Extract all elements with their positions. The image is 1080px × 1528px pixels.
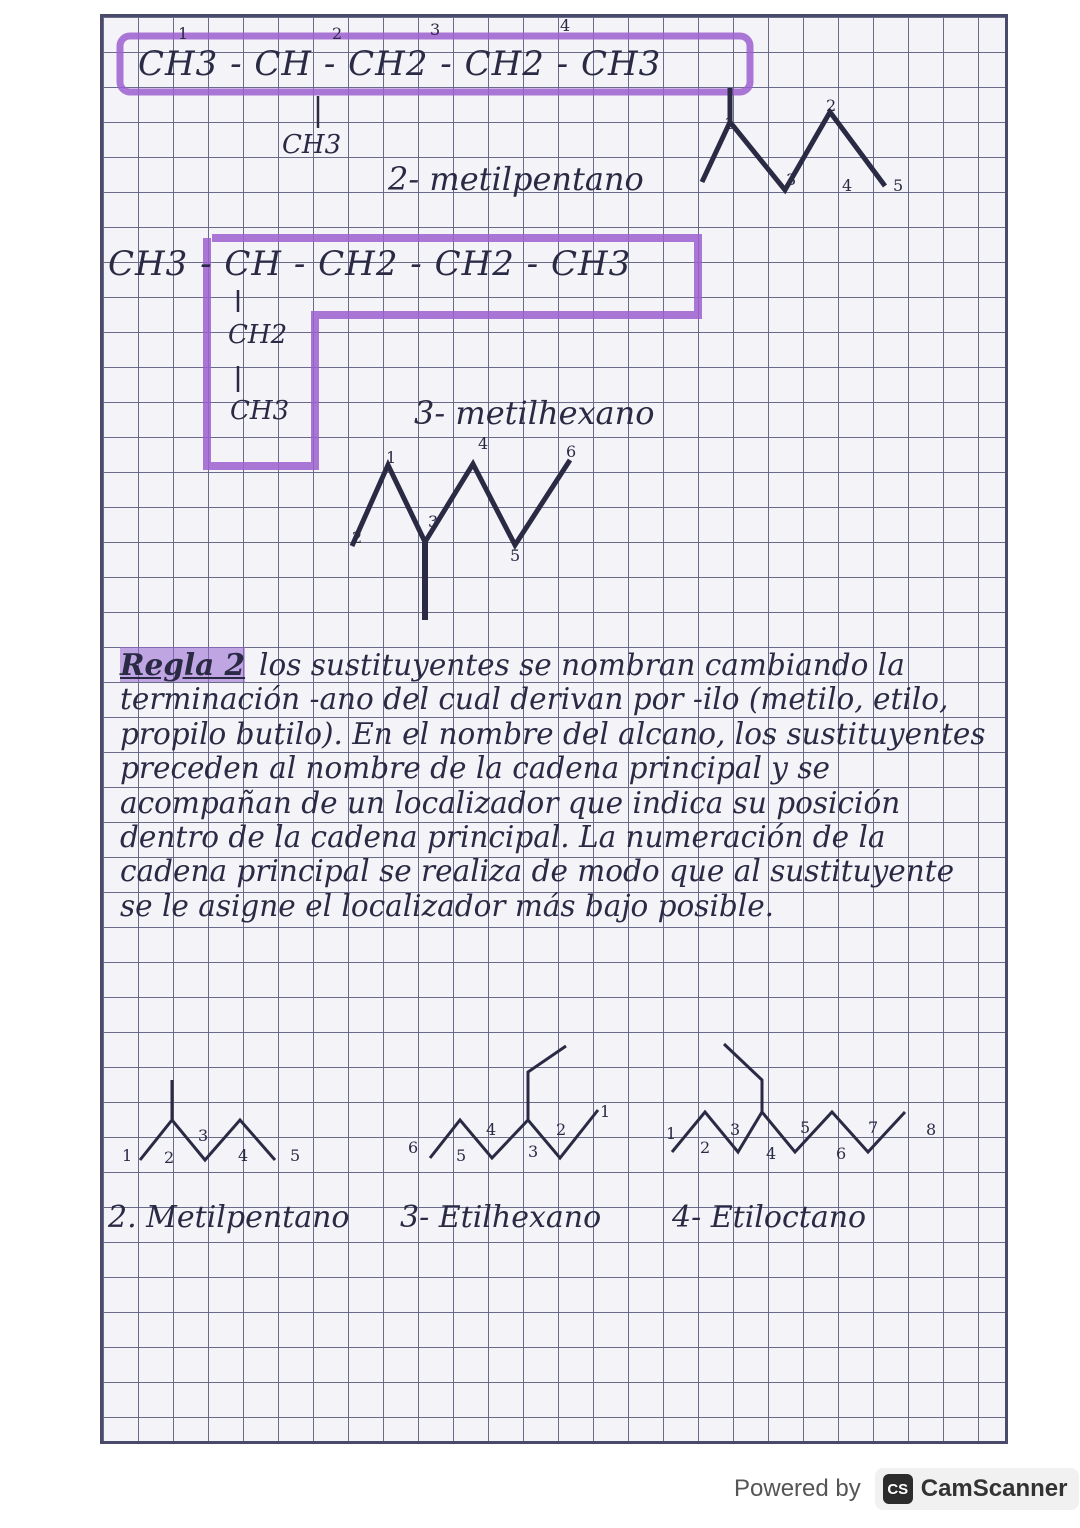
- locant-2: 2: [332, 24, 343, 43]
- powered-by-text: Powered by: [734, 1475, 861, 1502]
- camscanner-badge: [875, 1468, 1080, 1510]
- skel2-num-6: 6: [566, 442, 577, 461]
- b3-num-6: 6: [836, 1144, 847, 1163]
- formula-2: CH3 - CH - CH2 - CH2 - CH3: [108, 244, 632, 284]
- skel2-num-4: 4: [478, 434, 489, 453]
- b3-num-7: 7: [868, 1118, 879, 1137]
- b1-num-4: 4: [238, 1146, 249, 1165]
- b3-num-2: 2: [700, 1138, 711, 1157]
- rule-paragraph: [120, 648, 990, 923]
- skel2-num-2: 2: [352, 528, 363, 547]
- b2-num-6: 6: [408, 1138, 419, 1157]
- locant-4: 4: [560, 16, 571, 35]
- b2-num-4: 4: [486, 1120, 497, 1139]
- branch-2a: CH2: [228, 320, 288, 350]
- b2-num-5: 5: [456, 1146, 467, 1165]
- locant-1: 1: [178, 24, 189, 43]
- skel1-num-2: 2: [826, 96, 837, 115]
- skel2-num-3: 3: [428, 512, 439, 531]
- rule-title: Regla 2: [120, 647, 246, 682]
- camscanner-logo-icon: CS: [883, 1474, 913, 1504]
- scanner-footer: [734, 1466, 1079, 1512]
- skeleton-bottom-2-branch: [528, 1046, 566, 1120]
- skel1-num-5: 5: [893, 176, 904, 195]
- bottom-name-3: 4- Etiloctano: [672, 1200, 867, 1235]
- skel1-num-1: 1: [724, 114, 735, 133]
- branch-1: CH3: [282, 130, 342, 160]
- camscanner-brand: CamScanner: [920, 1475, 1068, 1502]
- rule-text: los sustituyentes se nombran cambiando la terminación -ano del cual derivan por -ilo (metilo, etilo, propilo butilo). En el nombre del alcano, los sustituyentes preceden al nombre de la cadena principal y se acompañan de un localizador que indica su posición dentro de la cadena principal. La numeración de la cadena principal se realiza de modo que al sustituyente se le asigne el localizador más bajo posible.: [120, 648, 986, 923]
- branch-2b: CH3: [230, 396, 290, 426]
- b1-num-2: 2: [164, 1148, 175, 1167]
- compound-name-1: 2- metilpentano: [388, 160, 644, 198]
- skel1-num-3: 3: [786, 170, 797, 189]
- skel2-num-1: 1: [386, 448, 397, 467]
- b2-num-2: 2: [556, 1120, 567, 1139]
- b1-num-5: 5: [290, 1146, 301, 1165]
- formula-1: CH3 - CH - CH2 - CH2 - CH3: [138, 44, 662, 84]
- b3-num-4: 4: [766, 1144, 777, 1163]
- b2-num-3: 3: [528, 1142, 539, 1161]
- b3-num-5: 5: [800, 1118, 811, 1137]
- bottom-name-2: 3- Etilhexano: [400, 1200, 602, 1235]
- skel2-num-5: 5: [510, 546, 521, 565]
- b3-num-3: 3: [730, 1120, 741, 1139]
- locant-3: 3: [430, 20, 441, 39]
- compound-name-2: 3- metilhexano: [414, 394, 655, 432]
- b1-num-3: 3: [198, 1126, 209, 1145]
- b2-num-1: 1: [600, 1102, 611, 1121]
- skel1-num-4: 4: [842, 176, 853, 195]
- b3-num-8: 8: [926, 1120, 937, 1139]
- skeleton-bottom-3-branch: [724, 1044, 762, 1112]
- bottom-name-1: 2. Metilpentano: [108, 1200, 350, 1235]
- b3-num-1: 1: [666, 1124, 677, 1143]
- b1-num-1: 1: [122, 1146, 133, 1165]
- skeleton-3-metilhexano: [352, 460, 570, 546]
